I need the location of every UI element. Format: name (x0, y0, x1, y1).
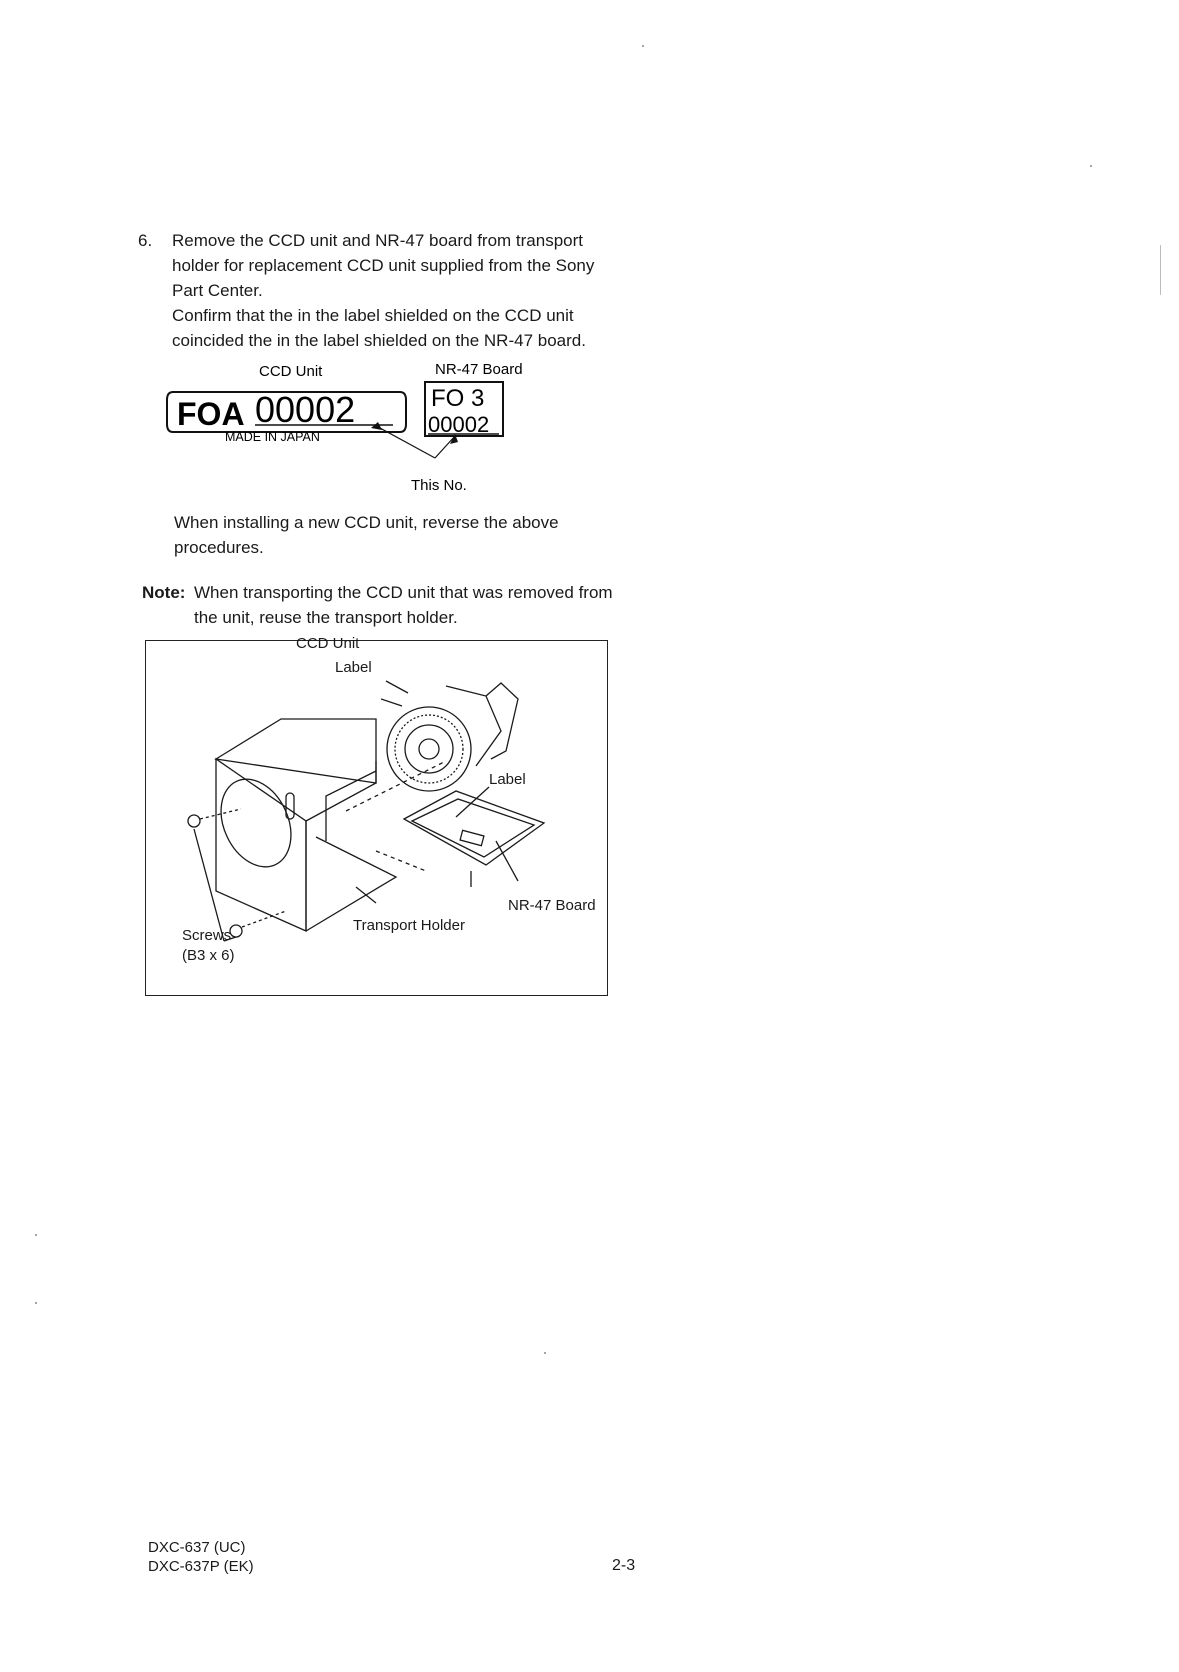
holder-front-face (216, 759, 306, 931)
step-body (172, 228, 612, 353)
screws-spec: (B3 x 6) (182, 947, 235, 964)
board-label-pointer (456, 787, 489, 817)
model-uc: DXC-637 (UC) (148, 1539, 246, 1556)
step-number: 6. (138, 231, 153, 250)
nr47-board-label: NR-47 Board (508, 897, 596, 914)
footer-models (148, 1538, 254, 1576)
scan-speck (544, 1352, 546, 1354)
ccd-made-in: MADE IN JAPAN (225, 430, 320, 444)
nr47-caption: NR-47 Board (435, 361, 523, 378)
reinstall-instruction: When installing a new CCD unit, reverse the above procedures. (174, 513, 559, 557)
ccd-pointer-line (380, 428, 435, 458)
label-top: Label (335, 659, 372, 676)
screw-bottom (230, 925, 242, 937)
model-ek: DXC-637P (EK) (148, 1558, 254, 1575)
scan-speck (642, 45, 644, 47)
screws-label: Screws (182, 927, 232, 944)
ccd-unit-caption: CCD Unit (259, 363, 323, 380)
ccd-unit-label: CCD Unit (296, 635, 360, 652)
page-number: 2-3 (612, 1557, 636, 1574)
scan-speck (35, 1302, 37, 1304)
note-text: When transporting the CCD unit that was removed from the unit, reuse the transport holder. (194, 583, 613, 627)
ccd-lens-ring (405, 725, 453, 773)
transport-holder-label: Transport Holder (353, 917, 465, 934)
holder-pointer (356, 887, 376, 903)
label-right: Label (489, 771, 526, 788)
step-confirm: Confirm that the in the label shielded on the CCD unit coincided the in the label shielded on the NR-47 board. (172, 306, 586, 350)
note-heading: Note: (142, 583, 186, 602)
nr47-pointer-line (435, 436, 455, 458)
ccd-pointer-arrowhead (371, 422, 382, 430)
label-figure-drawing (165, 360, 545, 500)
label-figure (165, 360, 545, 500)
this-no-caption: This No. (411, 477, 467, 494)
scan-speck (35, 1234, 37, 1236)
scan-speck (1160, 245, 1161, 295)
exploded-diagram (145, 635, 608, 996)
nr47-line2: 00002 (428, 412, 490, 437)
ccd-ring-outer (387, 707, 471, 791)
nr47-line1: FO 3 (431, 385, 485, 412)
step-instruction: Remove the CCD unit and NR-47 board from transport holder for replacement CCD unit supplied from the Sony Part Center. (172, 231, 595, 300)
scan-speck (1090, 165, 1092, 167)
holder-top-face (216, 719, 376, 783)
ccd-prefix: FOA (177, 396, 245, 432)
screw-top (188, 815, 200, 827)
holder-opening (208, 768, 305, 878)
board-connector (460, 830, 484, 845)
nr47-pointer (496, 841, 518, 881)
ccd-number: 00002 (255, 389, 356, 430)
ccd-pcb (486, 683, 518, 759)
